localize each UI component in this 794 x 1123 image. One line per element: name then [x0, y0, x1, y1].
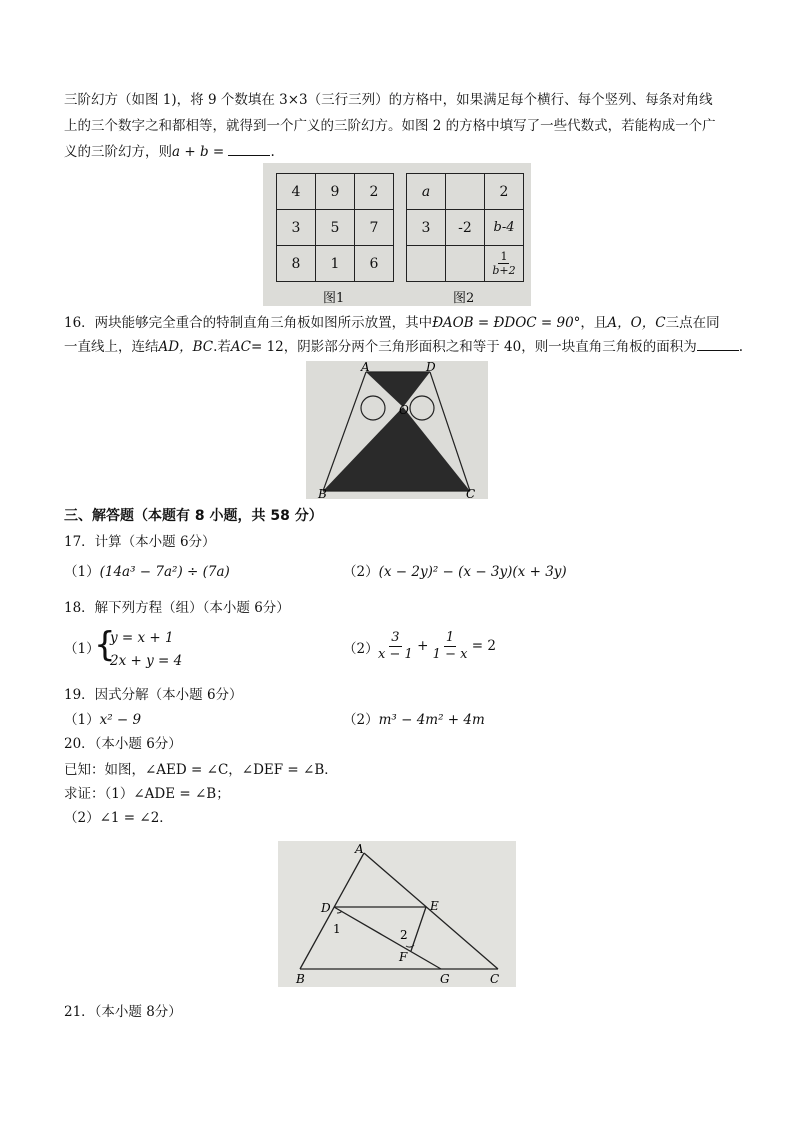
fig2-cell: a: [407, 174, 446, 210]
q16-line-2: 一直线上，连结AD，BC.若AC= 12，阴影部分两个三角形面积之和等于 40，则一块直角三角板的面积为 .: [64, 339, 744, 355]
q18-title: 18．解下列方程（组）（本小题 6分）: [64, 600, 290, 616]
figure-2-caption: 图2: [453, 291, 475, 306]
q16-diagram: [306, 361, 488, 499]
label-d: D: [426, 361, 436, 374]
answer-blank[interactable]: [228, 143, 270, 156]
fig1-cell: 9: [316, 174, 355, 210]
fig1-cell: 1: [316, 246, 355, 282]
fig1-cell: 4: [277, 174, 316, 210]
q17-part-1: （1）(14a³ − 7a²) ÷ (7a): [64, 564, 230, 580]
figure-2-grid: [406, 173, 524, 282]
fig2-cell: [446, 174, 485, 210]
label-o: O: [399, 403, 409, 417]
magic-square-figure: [263, 163, 531, 306]
fig2-cell: 3: [407, 210, 446, 246]
intro-line-1: 三阶幻方（如图 1)，将 9 个数填在 3×3（三行三列）的方格中，如果满足每个横行、每个竖列、每条对角线: [64, 92, 713, 108]
fraction-1: $\frac{3}{x - 1}$: [378, 630, 413, 662]
q21-title: 21．（本小题 8分）: [64, 1004, 182, 1020]
figure-1-caption: 图1: [323, 291, 345, 306]
q18-equation-1: y = x + 1: [110, 630, 174, 646]
q20-diagram: [278, 841, 516, 987]
figure-1-grid: [276, 173, 394, 282]
label-d: D: [321, 901, 331, 915]
label-angle-1: 1: [333, 922, 341, 936]
q18-part-1-label: （1）: [64, 641, 100, 657]
lower-shaded-triangle: [323, 407, 470, 491]
label-a: A: [355, 842, 364, 856]
fig2-cell: b-4: [485, 210, 524, 246]
angle-1-arc: [337, 911, 342, 913]
label-b: B: [318, 487, 327, 499]
fig2-cell: 2: [485, 174, 524, 210]
fig2-cell: -2: [446, 210, 485, 246]
q20-title: 20．（本小题 6分）: [64, 736, 182, 752]
fig1-cell: 8: [277, 246, 316, 282]
q20-figure: [278, 841, 516, 987]
q18-part-2-label: （2）: [343, 641, 379, 657]
fig1-cell: 3: [277, 210, 316, 246]
q16-line-1: 16．两块能够完全重合的特制直角三角板如图所示放置，其中ÐAOB = ÐDOC = 90°，且A，O，C三点在同: [64, 315, 720, 331]
q18-equation-2: 2x + y = 4: [110, 653, 183, 669]
label-a: A: [361, 361, 370, 374]
fig2-cell: [407, 246, 446, 282]
q19-part-2: （2）m³ − 4m² + 4m: [343, 712, 485, 728]
label-b: B: [296, 972, 305, 986]
right-circle: [410, 396, 434, 420]
label-c: C: [466, 487, 476, 499]
q20-given: 已知：如图，∠AED = ∠C，∠DEF = ∠B．: [64, 762, 338, 778]
label-e: E: [430, 899, 439, 913]
q18-part-2-equation: $\frac{3}{x - 1}$ + $\frac{1}{1 - x}$ = 2: [378, 630, 496, 662]
q19-part-1: （1）x² − 9: [64, 712, 142, 728]
q20-prove-1: 求证：（1）∠ADE = ∠B；: [64, 786, 230, 802]
fig2-cell: [446, 246, 485, 282]
segment-dg: [334, 907, 441, 969]
section-3-title: 三、解答题（本题有 8 小题，共 58 分）: [64, 508, 323, 524]
intro-line-3: 义的三阶幻方，则a + b = .: [64, 144, 275, 160]
q19-title: 19．因式分解（本小题 6分）: [64, 687, 243, 703]
upper-shaded-triangle: [366, 372, 430, 407]
q20-prove-2: （2）∠1 = ∠2．: [64, 810, 173, 826]
segment-ef: [411, 907, 426, 951]
fig1-cell: 2: [355, 174, 394, 210]
fig1-cell: 5: [316, 210, 355, 246]
label-f: F: [399, 950, 408, 964]
left-circle: [361, 396, 385, 420]
q17-title: 17．计算（本小题 6分）: [64, 534, 216, 550]
answer-blank[interactable]: [697, 338, 739, 351]
label-angle-2: 2: [400, 928, 408, 942]
system-brace: {: [94, 625, 116, 665]
label-c: C: [490, 972, 500, 986]
q16-figure: [306, 361, 488, 499]
fig1-cell: 7: [355, 210, 394, 246]
fig1-cell: 6: [355, 246, 394, 282]
fraction-2: $\frac{1}{1 - x}$: [432, 630, 468, 662]
segment-ab: [300, 853, 364, 969]
fig2-cell-fraction: $\frac{1}{b+2}$: [485, 246, 524, 282]
label-g: G: [440, 972, 450, 986]
q17-part-2: （2）(x − 2y)² − (x − 3y)(x + 3y): [343, 564, 567, 580]
intro-line-2: 上的三个数字之和都相等，就得到一个广义的三阶幻方。如图 2 的方格中填写了一些代数式，若能构成一个广: [64, 118, 716, 134]
